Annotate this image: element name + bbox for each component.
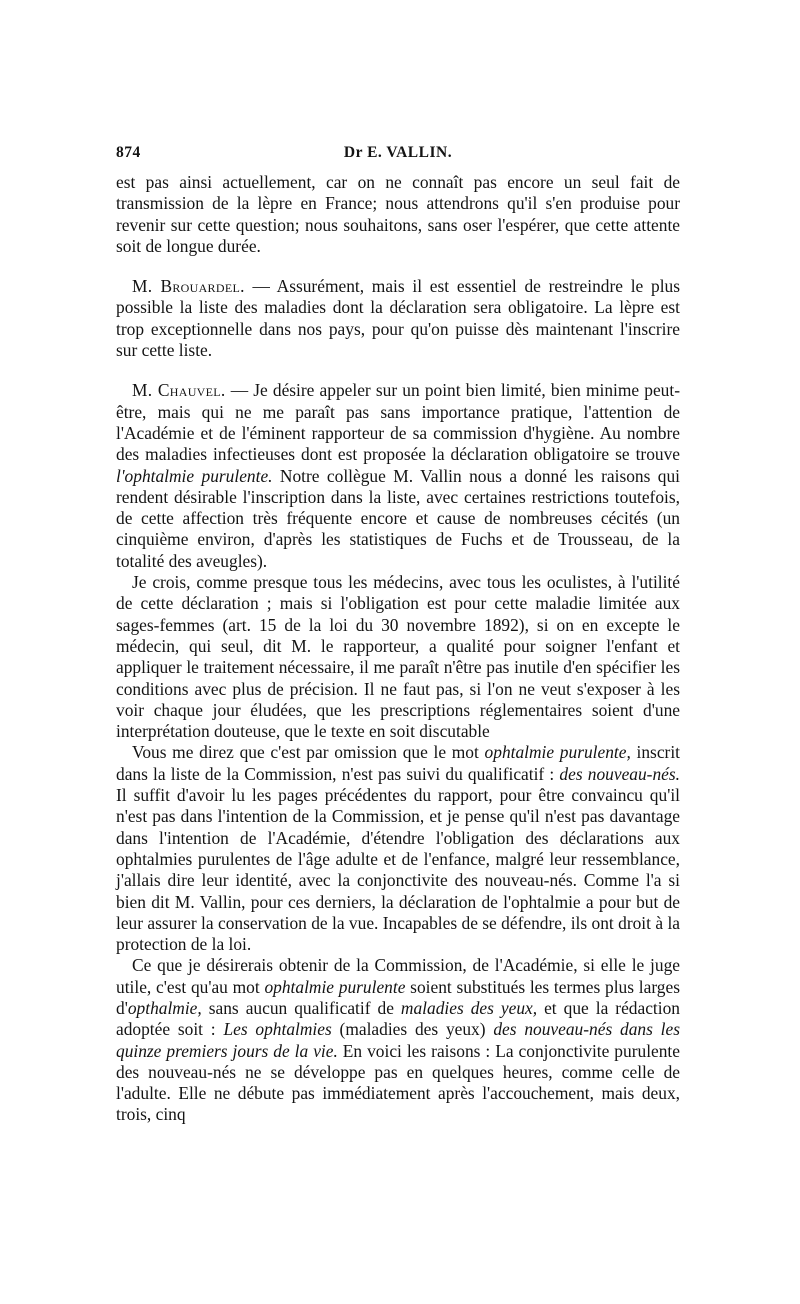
- italic-term: Les ophtalmies: [223, 1019, 332, 1040]
- italic-term: des nouveau-nés dans les quinze premiers jours de la vie.: [116, 1019, 680, 1061]
- paragraph-continuation: [116, 172, 680, 257]
- italic-term: l'ophtalmie purulente.: [116, 465, 273, 486]
- speaker-name: M. Chauvel.: [132, 380, 226, 401]
- running-head: [116, 140, 680, 170]
- running-title: Dr E. VALLIN.: [343, 144, 453, 161]
- paragraph-proposal: [116, 955, 680, 1125]
- paragraph-text: sans aucun qualificatif de: [201, 997, 401, 1018]
- page: [116, 140, 680, 1126]
- paragraph-text: Ce que je désirerais obtenir de la Commission, de l'Académie, si elle le juge utile, c'est qu'au mot: [116, 955, 680, 997]
- italic-term: ophtalmie purulente,: [484, 742, 631, 763]
- paragraph-text: Notre collègue M. Vallin nous a donné les raisons qui rendent désirable l'inscription dans la liste, avec certaines restrictions toutefois, de cette affection très fréquente encore et cause de nombreuses cécités (un cinquième environ, d'après les statistiques de Fuchs et de Trousseau, de la totalité des aveugles).: [116, 465, 680, 571]
- page-number: 874: [116, 144, 141, 161]
- paragraph-declaration: [116, 572, 680, 742]
- italic-term: des nouveau-nés.: [559, 763, 680, 784]
- paragraph-text: — Je désire appeler sur un point bien limité, bien minime peut-être, mais qui ne me paraît pas sans importance pratique, l'attention de l'Académie et de l'éminent rapporteur de sa commission d'hygiène. Au nombre des maladies infectieuses dont est proposée la déclaration obligatoire se trouve: [116, 380, 680, 465]
- italic-term: maladies des yeux,: [400, 997, 538, 1018]
- paragraph-text: — Assurément, mais il est essentiel de restreindre le plus possible la liste des maladies dont la déclaration sera obligatoire. La lèpre est trop exceptionnelle dans nos pays, pour qu'on puisse dès maintenant l'inscrire sur cette liste.: [116, 276, 680, 361]
- paragraph-chauvel: [116, 380, 680, 572]
- body-text: [116, 172, 680, 1126]
- paragraph-text: (maladies des yeux): [331, 1019, 494, 1040]
- paragraph-text: soient substitués les termes plus larges d': [116, 976, 680, 1018]
- paragraph-brouardel: [116, 276, 680, 361]
- paragraph-text: inscrit dans la liste de la Commission, n'est pas suivi du qualificatif :: [116, 742, 680, 784]
- paragraph-text: et que la rédaction adoptée soit :: [116, 997, 680, 1040]
- paragraph-text: En voici les raisons : La conjonctivite purulente des nouveau-nés ne se développe pas en quelques heures, comme celle de l'adulte. Elle ne débute pas immédiatement après l'accouchement, mais deux, trois, cinq: [116, 1040, 680, 1125]
- italic-term: ophtalmie purulente: [264, 976, 406, 997]
- paragraph-text: est pas ainsi actuellement, car on ne connaît pas encore un seul fait de transmission de la lèpre en France; nous attendrons qu'il s'en produise pour revenir sur cette question; nous souhaitons, sans oser l'espérer, que cette attente soit de longue durée.: [116, 172, 680, 256]
- speaker-name: M. Brouardel.: [132, 276, 245, 297]
- paragraph-text: Il suffit d'avoir lu les pages précédentes du rapport, pour être convaincu qu'il n'est pas dans l'intention de la Commission, et je pense qu'il n'est pas davantage dans l'intention de l'Académie, d'étendre l'obligation des déclarations aux ophtalmies purulentes de l'âge adulte et de l'enfance, malgré leur ressemblance, j'allais dire leur identité, avec la conjonctivite des nouveau-nés. Comme l'a si bien dit M. Vallin, pour ces derniers, la déclaration de l'ophtalmie a pour but de leur assurer la conservation de la vue. Incapables de se défendre, ils ont droit à la protection de la loi.: [116, 785, 680, 955]
- paragraph-text: Je crois, comme presque tous les médecins, avec tous les oculistes, à l'utilité de cette déclaration ; mais si l'obligation est pour cette maladie limitée aux sages-femmes (art. 15 de la loi du 30 novembre 1892), si on en excepte le médecin, qui seul, dit M. le rapporteur, a qualité pour soigner l'enfant et appliquer le traitement nécessaire, il me paraît n'être pas inutile d'en spécifier les conditions avec plus de précision. Il ne faut pas, si l'on ne veut s'exposer à les voir chaque jour éludées, que les prescriptions réglementaires soient d'une interprétation douteuse, que le texte en soit discutable: [116, 572, 680, 742]
- paragraph-text: Vous me direz que c'est par omission que le mot: [132, 742, 485, 763]
- paragraph-omission: [116, 742, 680, 955]
- italic-term: opthalmie,: [127, 997, 202, 1018]
